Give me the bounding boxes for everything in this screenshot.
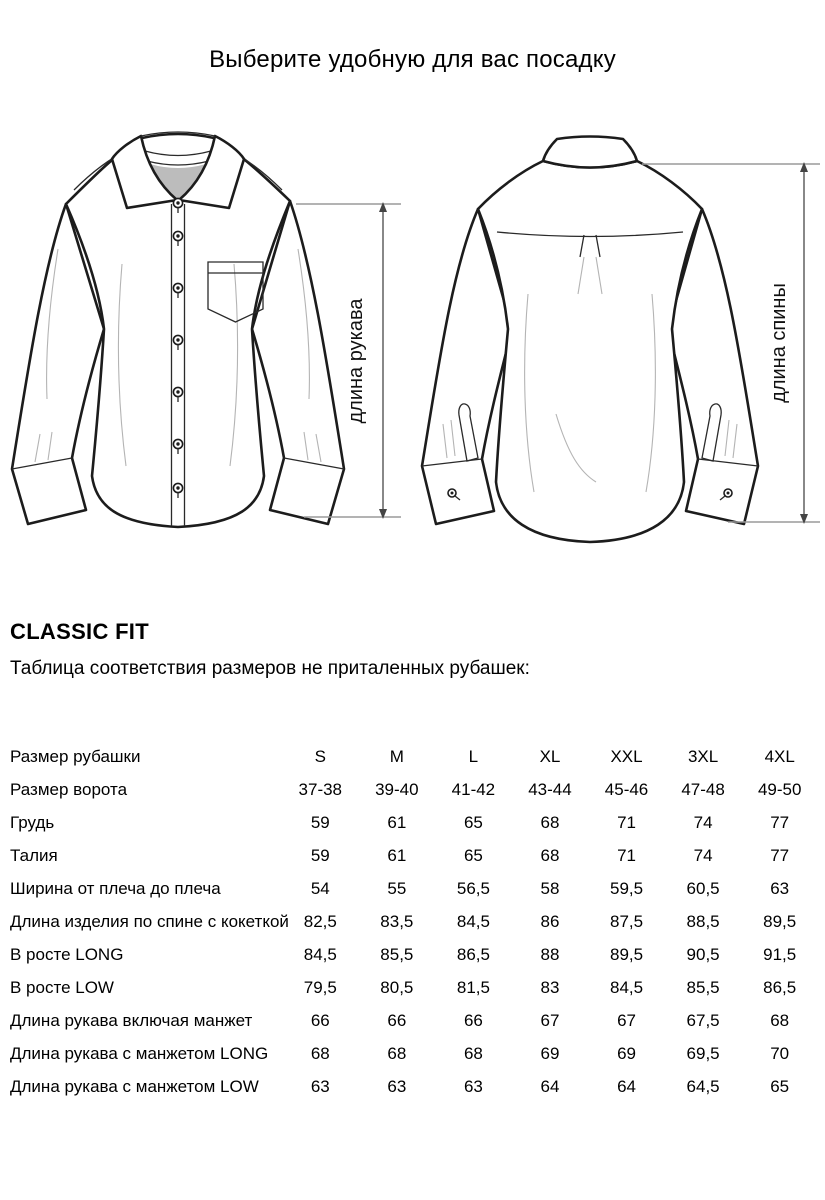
value-cell: 59: [310, 812, 330, 832]
value-cell: 37-38: [298, 779, 343, 799]
value-cell: 68: [540, 812, 560, 832]
value-cell: 74: [693, 812, 713, 832]
value-cell: 67: [540, 1010, 560, 1030]
value-cell: 60,5: [686, 878, 720, 898]
row-label: Талия: [10, 845, 58, 865]
shirt-front-icon: [12, 132, 344, 527]
value-cell: 65: [463, 812, 483, 832]
value-cell: 58: [540, 878, 560, 898]
value-cell: 83,5: [380, 911, 414, 931]
value-cell: 41-42: [451, 779, 496, 799]
fit-heading: CLASSIC FIT: [10, 619, 149, 644]
value-cell: 64,5: [686, 1076, 720, 1096]
value-cell: 71: [617, 812, 636, 832]
value-cell: 59,5: [609, 878, 644, 898]
value-cell: 69: [617, 1043, 636, 1063]
table-row-sizes: [10, 740, 818, 773]
shirt-diagrams-svg: [0, 114, 825, 594]
value-cell: 66: [463, 1010, 483, 1030]
value-cell: 55: [387, 878, 407, 898]
back-length-label: длина спины: [768, 283, 790, 403]
value-cell: 89,5: [763, 911, 797, 931]
value-cell: 69: [540, 1043, 560, 1063]
value-cell: 63: [310, 1076, 330, 1096]
shirt-back-icon: [422, 137, 758, 543]
value-cell: 70: [770, 1043, 790, 1063]
value-cell: 68: [387, 1043, 407, 1063]
value-cell: 81,5: [456, 977, 490, 997]
table-row-back-length-yoke: [10, 905, 818, 938]
value-cell: 49-50: [757, 779, 802, 799]
value-cell: 77: [770, 812, 790, 832]
size-cell: 3XL: [687, 746, 719, 766]
table-row-sleeve-cuff-low: [10, 1070, 818, 1103]
value-cell: 88,5: [686, 911, 720, 931]
value-cell: 84,5: [303, 944, 337, 964]
value-cell: 54: [310, 878, 330, 898]
value-cell: 63: [463, 1076, 483, 1096]
value-cell: 77: [770, 845, 790, 865]
row-label: В росте LONG: [10, 944, 124, 964]
value-cell: 65: [463, 845, 483, 865]
size-cell: XXL: [610, 746, 643, 766]
value-cell: 64: [540, 1076, 560, 1096]
value-cell: 43-44: [528, 779, 572, 799]
value-cell: 59: [310, 845, 330, 865]
value-cell: 68: [463, 1043, 483, 1063]
size-cell: S: [314, 746, 326, 766]
shirt-diagrams: [0, 114, 825, 594]
value-cell: 61: [387, 845, 407, 865]
value-cell: 69,5: [686, 1043, 720, 1063]
table-row-sleeve-cuff-long: [10, 1037, 818, 1070]
size-cell: XL: [539, 746, 561, 766]
size-cell: M: [389, 746, 404, 766]
value-cell: 86,5: [456, 944, 490, 964]
value-cell: 71: [617, 845, 636, 865]
value-cell: 89,5: [609, 944, 644, 964]
value-cell: 61: [387, 812, 407, 832]
value-cell: 74: [693, 845, 713, 865]
row-label: В росте LOW: [10, 977, 114, 997]
table-caption: Таблица соответствия размеров не приталенных рубашек:: [10, 658, 530, 679]
row-label: Длина изделия по спине с кокеткой: [10, 911, 289, 931]
row-label: Длина рукава с манжетом LOW: [10, 1076, 259, 1096]
value-cell: 66: [387, 1010, 407, 1030]
table-row-collar: [10, 773, 818, 806]
value-cell: 86,5: [763, 977, 797, 997]
value-cell: 56,5: [456, 878, 490, 898]
value-cell: 64: [617, 1076, 636, 1096]
value-cell: 91,5: [763, 944, 797, 964]
table-row-height-low: [10, 971, 818, 1004]
table-row-waist: [10, 839, 818, 872]
value-cell: 63: [387, 1076, 407, 1096]
value-cell: 88: [540, 944, 560, 964]
value-cell: 68: [770, 1010, 790, 1030]
value-cell: 65: [770, 1076, 790, 1096]
value-cell: 39-40: [375, 779, 419, 799]
value-cell: 63: [770, 878, 790, 898]
row-label: Размер рубашки: [10, 746, 141, 766]
row-label: Грудь: [10, 812, 55, 832]
value-cell: 80,5: [380, 977, 414, 997]
value-cell: 67,5: [686, 1010, 720, 1030]
size-cell: L: [468, 746, 479, 766]
value-cell: 82,5: [303, 911, 337, 931]
value-cell: 83: [540, 977, 560, 997]
value-cell: 67: [617, 1010, 636, 1030]
table-row-sleeve-with-cuff: [10, 1004, 818, 1037]
row-label: Длина рукава включая манжет: [10, 1010, 253, 1030]
row-label: Ширина от плеча до плеча: [10, 878, 221, 898]
size-table: [10, 740, 818, 1103]
value-cell: 68: [310, 1043, 330, 1063]
value-cell: 84,5: [456, 911, 490, 931]
table-row-shoulder-width: [10, 872, 818, 905]
value-cell: 87,5: [609, 911, 644, 931]
value-cell: 84,5: [609, 977, 644, 997]
sleeve-length-label: длина рукава: [345, 298, 367, 424]
value-cell: 86: [540, 911, 560, 931]
value-cell: 85,5: [380, 944, 414, 964]
size-cell: 4XL: [764, 746, 795, 766]
value-cell: 45-46: [604, 779, 649, 799]
row-label: Длина рукава с манжетом LONG: [10, 1043, 269, 1063]
value-cell: 47-48: [681, 779, 725, 799]
value-cell: 68: [540, 845, 560, 865]
table-row-chest: [10, 806, 818, 839]
value-cell: 90,5: [686, 944, 720, 964]
table-row-height-long: [10, 938, 818, 971]
row-label: Размер ворота: [10, 779, 128, 799]
value-cell: 66: [310, 1010, 330, 1030]
value-cell: 85,5: [686, 977, 720, 997]
page-title: Выберите удобную для вас посадку: [209, 46, 616, 73]
value-cell: 79,5: [303, 977, 337, 997]
